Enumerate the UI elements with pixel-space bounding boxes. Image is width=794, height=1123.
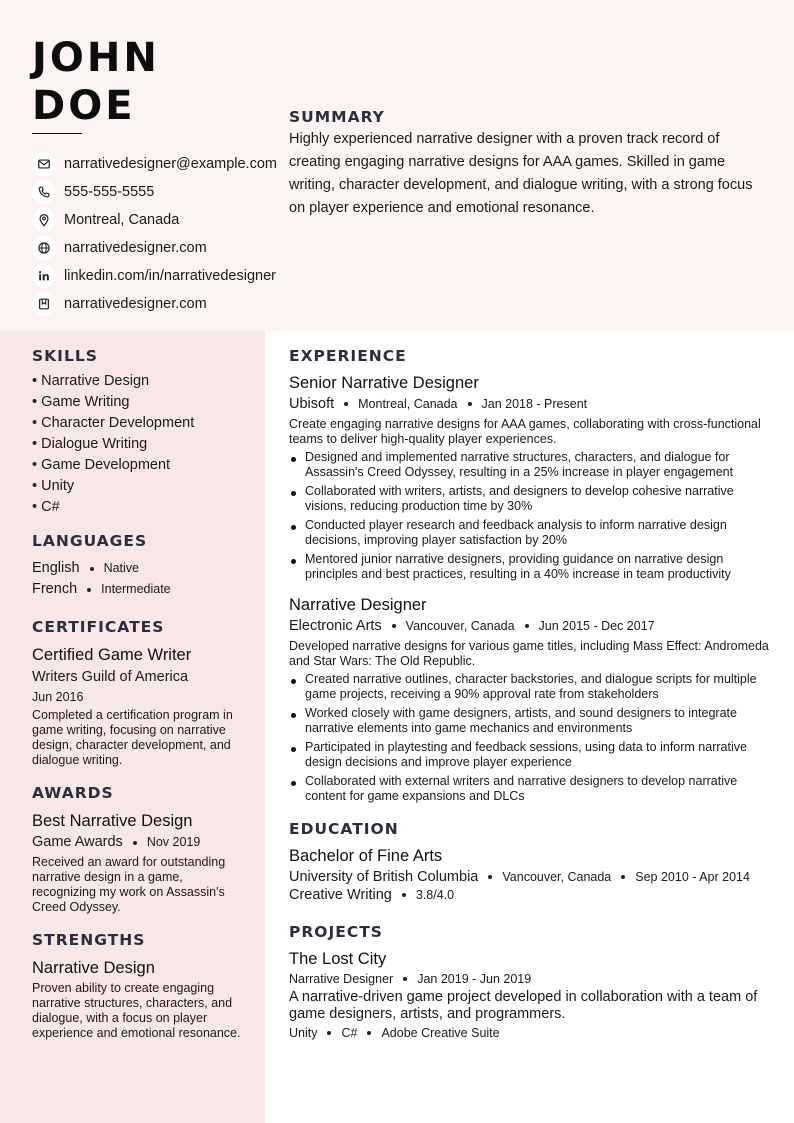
separator-dot [392,624,396,628]
job-role: Senior Narrative Designer [289,374,479,392]
separator-dot [87,588,91,592]
job-location: Montreal, Canada [358,397,458,411]
achievement-item: Created narrative outlines, character backstories, and dialogue scripts for multiple game projects, receiving a 90% approval rate from stakeholders [289,672,769,702]
contact-email-text: narrativedesigner@example.com [64,156,277,172]
education-dates: Sep 2010 - Apr 2014 [635,870,750,884]
linkedin-icon [32,264,56,288]
separator-dot [367,1031,371,1035]
skill-item: • Game Writing [32,394,130,410]
strengths-section [32,931,247,1041]
job-company: Electronic Arts [289,618,382,634]
job-dates: Jan 2018 - Present [481,397,588,411]
language-name: English [32,560,80,576]
award-date: Nov 2019 [146,835,201,849]
education-section [289,820,769,903]
award-meta [32,832,247,853]
education-field-meta [289,887,769,903]
contact-portfolio-text: narrativedesigner.com [64,296,207,312]
contact-portfolio[interactable] [32,290,277,318]
job-description: Create engaging narrative designs for AAA games, collaborating with cross-functional teams to deliver high-quality player experiences. [289,417,761,446]
education-field: Creative Writing [289,887,392,903]
portfolio-icon [32,292,56,316]
skills-section [32,347,247,518]
separator-dot [327,1031,331,1035]
job-achievements [289,450,769,582]
skill-item: • Character Development [32,415,195,431]
education-meta [289,869,769,885]
certificates-section [32,618,247,768]
education-heading: EDUCATION [289,820,399,838]
project-tools [289,1026,769,1040]
certificates-heading: CERTIFICATES [32,618,165,636]
award-issuer: Game Awards [32,834,123,850]
achievement-item: Conducted player research and feedback analysis to inform narrative design decisions, improving player satisfaction by 20% [289,518,769,548]
contact-list [32,150,277,318]
contact-location [32,206,277,234]
award-description: Received an award for outstanding narrative design in a game, recognizing my work on Assassin's Creed Odyssey. [32,855,226,914]
achievement-item: Designed and implemented narrative structures, characters, and dialogue for Assassin's Creed Odyssey, resulting in a 25% increase in player engagement [289,450,769,480]
summary-heading: SUMMARY [289,108,385,126]
job-role: Narrative Designer [289,596,427,614]
education-location: Vancouver, Canada [502,870,612,884]
language-name: French [32,581,78,597]
job-description: Developed narrative designs for various game titles, including Mass Effect: Andromeda and Star Wars: The Old Republic. [289,639,769,668]
languages-heading: LANGUAGES [32,532,148,550]
projects-heading: PROJECTS [289,923,383,941]
strength-description: Proven ability to create engaging narrative structures, characters, and dialogue, with a focus on player experience and emotional resonance. [32,981,241,1040]
education-gpa: 3.8/4.0 [415,888,455,902]
separator-dot [403,977,407,981]
job-meta [289,618,769,634]
separator-dot [621,875,625,879]
job-dates: Jun 2015 - Dec 2017 [538,619,655,633]
skill-item: • Unity [32,478,75,494]
certificate-issuer: Writers Guild of America [32,669,189,685]
separator-dot [90,567,94,571]
languages-section [32,532,247,600]
main-content [289,347,769,1040]
language-item [32,579,247,600]
phone-icon [32,180,56,204]
contact-phone-text: 555-555-5555 [64,184,155,200]
achievement-item: Mentored junior narrative designers, providing guidance on narrative design principles and best practices, resulting in a 40% increase in team productivity [289,552,769,582]
project-role: Narrative Designer [289,972,394,986]
contact-email[interactable] [32,150,277,178]
job-achievements [289,672,769,804]
candidate-name [32,34,160,130]
contact-linkedin[interactable] [32,262,277,290]
achievement-item: Participated in playtesting and feedback sessions, using data to inform narrative design decisions and improve player experience [289,740,769,770]
strength-name: Narrative Design [32,959,155,977]
awards-section [32,784,247,915]
job-location: Vancouver, Canada [405,619,515,633]
project-meta [289,972,769,986]
strengths-heading: STRENGTHS [32,931,146,949]
separator-dot [488,875,492,879]
skill-item: • Narrative Design [32,373,150,389]
job-entry [289,372,769,582]
skill-item: • Dialogue Writing [32,436,148,452]
certificate-date: Jun 2016 [32,690,84,704]
location-pin-icon [32,208,56,232]
project-tool: C# [341,1026,358,1040]
summary-text: Highly experienced narrative designer with a proven track record of creating engaging narrative designs for AAA games. Skilled in game writing, character development, and dialogue writing, with a strong focus on player experience and emotional resonance. [289,131,753,216]
projects-section [289,923,769,1040]
contact-phone[interactable] [32,178,277,206]
certificate-description: Completed a certification program in game writing, focusing on narrative design, character development, and dialogue writing. [32,708,233,767]
job-company: Ubisoft [289,396,335,412]
globe-icon [32,236,56,260]
project-tool: Unity [289,1026,318,1040]
project-name: The Lost City [289,950,387,968]
experience-heading: EXPERIENCE [289,347,407,365]
contact-location-text: Montreal, Canada [64,212,180,228]
achievement-item: Collaborated with external writers and narrative designers to develop narrative content for game expansions and DLCs [289,774,769,804]
email-icon [32,152,56,176]
first-name: JOHN [32,35,160,81]
name-divider [32,133,82,134]
language-level: Native [103,561,139,575]
separator-dot [402,893,406,897]
achievement-item: Collaborated with writers, artists, and designers to develop cohesive narrative visions, reducing production time by 30% [289,484,769,514]
project-dates: Jan 2019 - Jun 2019 [417,972,532,986]
summary-section [289,108,759,220]
separator-dot [133,841,137,845]
contact-linkedin-text: linkedin.com/in/narrativedesigner [64,268,276,284]
award-name: Best Narrative Design [32,812,193,830]
project-tool: Adobe Creative Suite [381,1026,500,1040]
skills-heading: SKILLS [32,347,98,365]
contact-website[interactable] [32,234,277,262]
education-degree: Bachelor of Fine Arts [289,847,443,865]
certificate-name: Certified Game Writer [32,646,192,664]
achievement-item: Worked closely with game designers, artists, and sound designers to integrate narrative elements into game mechanics and environments [289,706,769,736]
project-description: A narrative-driven game project developed in collaboration with a team of game designers, artists, and programmers. [289,989,758,1022]
separator-dot [525,624,529,628]
separator-dot [344,402,348,406]
skill-item: • C# [32,499,60,515]
last-name: DOE [32,83,136,129]
education-school: University of British Columbia [289,869,479,885]
language-item [32,558,247,579]
contact-website-text: narrativedesigner.com [64,240,207,256]
job-entry [289,594,769,804]
job-meta [289,396,769,412]
experience-section [289,347,769,804]
awards-heading: AWARDS [32,784,114,802]
language-level: Intermediate [101,582,171,596]
sidebar-content [32,347,247,1041]
separator-dot [468,402,472,406]
skill-item: • Game Development [32,457,171,473]
